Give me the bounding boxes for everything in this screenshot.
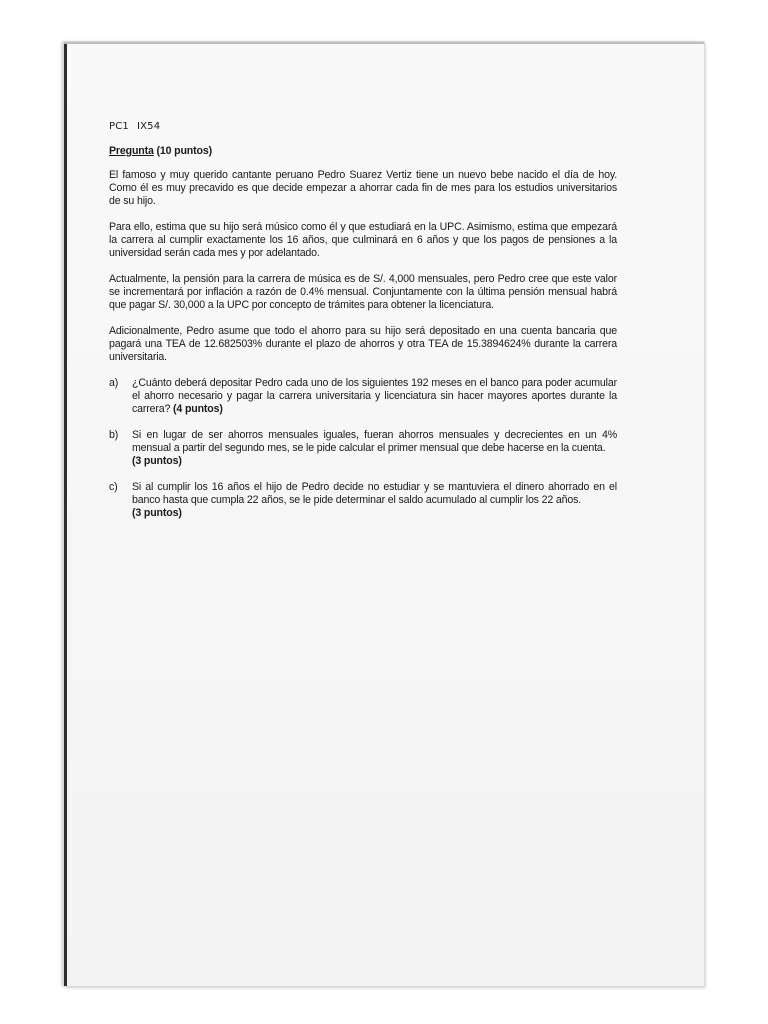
question-item-b <box>109 429 617 468</box>
exam-header <box>109 120 617 133</box>
course-code: IX54 <box>136 121 161 132</box>
paragraph-intro: El famoso y muy querido cantante peruano Pedro Suarez Vertiz tiene un nuevo bebe nacido el día de hoy. Como él es muy precavido es que decide empezar a ahorrar cada fin de mes para los estudios universitarios de su hijo. <box>109 169 617 207</box>
question-points: (4 puntos) <box>173 403 223 415</box>
exam-content <box>109 120 617 533</box>
question-title <box>109 145 617 158</box>
question-body: Si en lugar de ser ahorros mensuales iguales, fueran ahorros mensuales y decrecientes en un 4% mensual a partir del segundo mes, se le pide calcular el primer mensual que debe hacerse en la cuenta. <box>132 429 617 454</box>
question-text <box>132 377 617 416</box>
question-points: (3 puntos) <box>132 455 182 467</box>
question-points: (3 puntos) <box>132 507 182 519</box>
question-label: b) <box>109 429 119 441</box>
question-body: Si al cumplir los 16 años el hijo de Pedro decide no estudiar y se mantuviera el dinero ahorrado en el banco hasta que cumpla 22 años, se le pide determinar el saldo acumulado al cumplir los 22 años. <box>132 481 617 506</box>
question-title-points: (10 puntos) <box>156 145 212 157</box>
question-text <box>132 481 617 520</box>
question-title-label: Pregunta <box>109 145 154 157</box>
course-label: PC1 <box>109 121 129 132</box>
paragraph-pension: Actualmente, la pensión para la carrera de música es de S/. 4,000 mensuales, pero Pedro cree que este valor se incrementará por inflación a razón de 0.4% mensual. Conjuntamente con la última pensión mensual habrá que pagar S/. 30,000 a la UPC por concepto de trámites para obtener la licenciatura. <box>109 273 617 311</box>
question-item-c <box>109 481 617 520</box>
question-label: a) <box>109 377 119 389</box>
sheet-left-edge <box>64 42 67 986</box>
sheet-top-edge <box>64 42 704 44</box>
question-label: c) <box>109 481 118 493</box>
question-item-a <box>109 377 617 416</box>
paragraph-career: Para ello, estima que su hijo será músico como él y que estudiará en la UPC. Asimismo, estima que empezará la carrera al cumplir exactamente los 16 años, que culminará en 6 años y que los pagos de pensiones a la universidad serán cada mes y por adelantado. <box>109 221 617 259</box>
paragraph-savings: Adicionalmente, Pedro asume que todo el ahorro para su hijo será depositado en una cuenta bancaria que pagará una TEA de 12.682503% durante el plazo de ahorros y otra TEA de 15.3894624% durante la carrera universitaria. <box>109 325 617 363</box>
question-text <box>132 429 617 468</box>
question-body: ¿Cuánto deberá depositar Pedro cada uno de los siguientes 192 meses en el banco para poder acumular el ahorro necesario y pagar la carrera universitaria y licenciatura sin hacer mayores aportes durante la carrera? <box>132 377 617 415</box>
